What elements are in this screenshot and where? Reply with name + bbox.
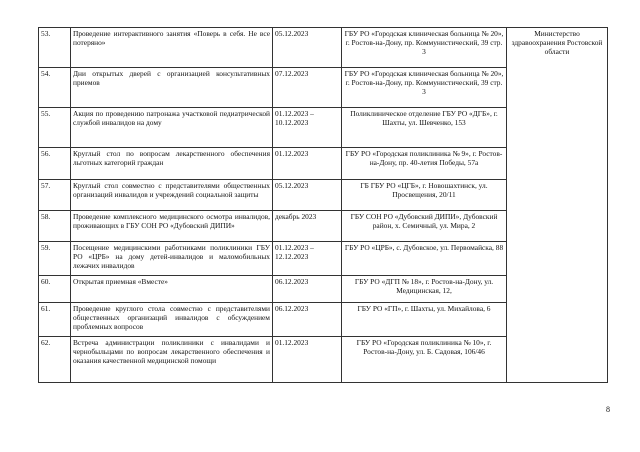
row-number: 62. — [39, 337, 71, 383]
event-title: Открытая приемная «Вместе» — [71, 276, 273, 303]
event-venue: ГБУ РО «ГП», г. Шахты, ул. Михайлова, 6 — [342, 303, 507, 337]
event-title: Посещение медицинскими работниками поликлиники ГБУ РО «ЦРБ» на дому детей-инвалидов и маломобильных лежачих инвалидов — [71, 242, 273, 276]
event-title: Круглый стол совместно с представителями общественных организаций инвалидов и учреждений социальной защиты — [71, 180, 273, 211]
event-date: 01.12.2023 — [273, 337, 342, 383]
event-title: Проведение комплексного медицинского осмотра инвалидов, проживающих в ГБУ СОН РО «Дубовский ДИПИ» — [71, 211, 273, 242]
event-venue: ГБУ РО «Городская клиническая больница № 20», г. Ростов-на-Дону, пр. Коммунистический, 39 стр. 3 — [342, 68, 507, 108]
responsible-ministry: Министерство здравоохранения Ростовской области — [507, 28, 608, 383]
event-date: 05.12.2023 — [273, 28, 342, 68]
event-title: Проведение круглого стола совместно с представителями общественных организаций инвалидов с обсуждением проблемных вопросов — [71, 303, 273, 337]
event-venue: ГБУ РО «Городская клиническая больница № 20», г. Ростов-на-Дону, пр. Коммунистический, 39 стр. 3 — [342, 28, 507, 68]
event-date: 07.12.2023 — [273, 68, 342, 108]
event-venue: ГБУ СОН РО «Дубовский ДИПИ», Дубовский район, х. Семичный, ул. Мира, 2 — [342, 211, 507, 242]
event-date: 01.12.2023 – 12.12.2023 — [273, 242, 342, 276]
event-date: декабрь 2023 — [273, 211, 342, 242]
event-title: Акция по проведению патронажа участковой педиатрической службой инвалидов на дому — [71, 108, 273, 148]
event-venue: ГБ ГБУ РО «ЦГБ», г. Новошахтинск, ул. Просвещения, 20/11 — [342, 180, 507, 211]
event-venue: ГБУ РО «ДГП № 18», г. Ростов-на-Дону, ул. Медицинская, 12, — [342, 276, 507, 303]
row-number: 61. — [39, 303, 71, 337]
row-number: 56. — [39, 148, 71, 180]
event-title: Проведение интерактивного занятия «Поверь в себя. Не все потеряно» — [71, 28, 273, 68]
event-venue: ГБУ РО «ЦРБ», с. Дубовское, ул. Первомайска, 88 — [342, 242, 507, 276]
event-date: 06.12.2023 — [273, 303, 342, 337]
event-title: Круглый стол по вопросам лекарственного обеспечения льготных категорий граждан — [71, 148, 273, 180]
event-date: 01.12.2023 — [273, 148, 342, 180]
row-number: 53. — [39, 28, 71, 68]
event-venue: ГБУ РО «Городская поликлиника № 10», г. Ростов-на-Дону, ул. Б. Садовая, 106/46 — [342, 337, 507, 383]
events-table — [38, 27, 608, 383]
row-number: 58. — [39, 211, 71, 242]
event-date: 01.12.2023 – 10.12.2023 — [273, 108, 342, 148]
event-venue: Поликлиническое отделение ГБУ РО «ДГБ», г. Шахты, ул. Шевченко, 153 — [342, 108, 507, 148]
row-number: 60. — [39, 276, 71, 303]
row-number: 54. — [39, 68, 71, 108]
page-number: 8 — [606, 405, 610, 414]
row-number: 55. — [39, 108, 71, 148]
row-number: 59. — [39, 242, 71, 276]
event-date: 05.12.2023 — [273, 180, 342, 211]
row-number: 57. — [39, 180, 71, 211]
event-venue: ГБУ РО «Городская поликлиника № 9», г. Ростов-на-Дону, пр. 40-летия Победы, 57а — [342, 148, 507, 180]
event-date: 06.12.2023 — [273, 276, 342, 303]
event-title: Встреча администрации поликлиники с инвалидами и чернобыльцами по вопросам лекарственного обеспечения и оказания качественной медицинской помощи — [71, 337, 273, 383]
event-title: Дни открытых дверей с организацией консультативных приемов — [71, 68, 273, 108]
table-row — [39, 28, 608, 68]
